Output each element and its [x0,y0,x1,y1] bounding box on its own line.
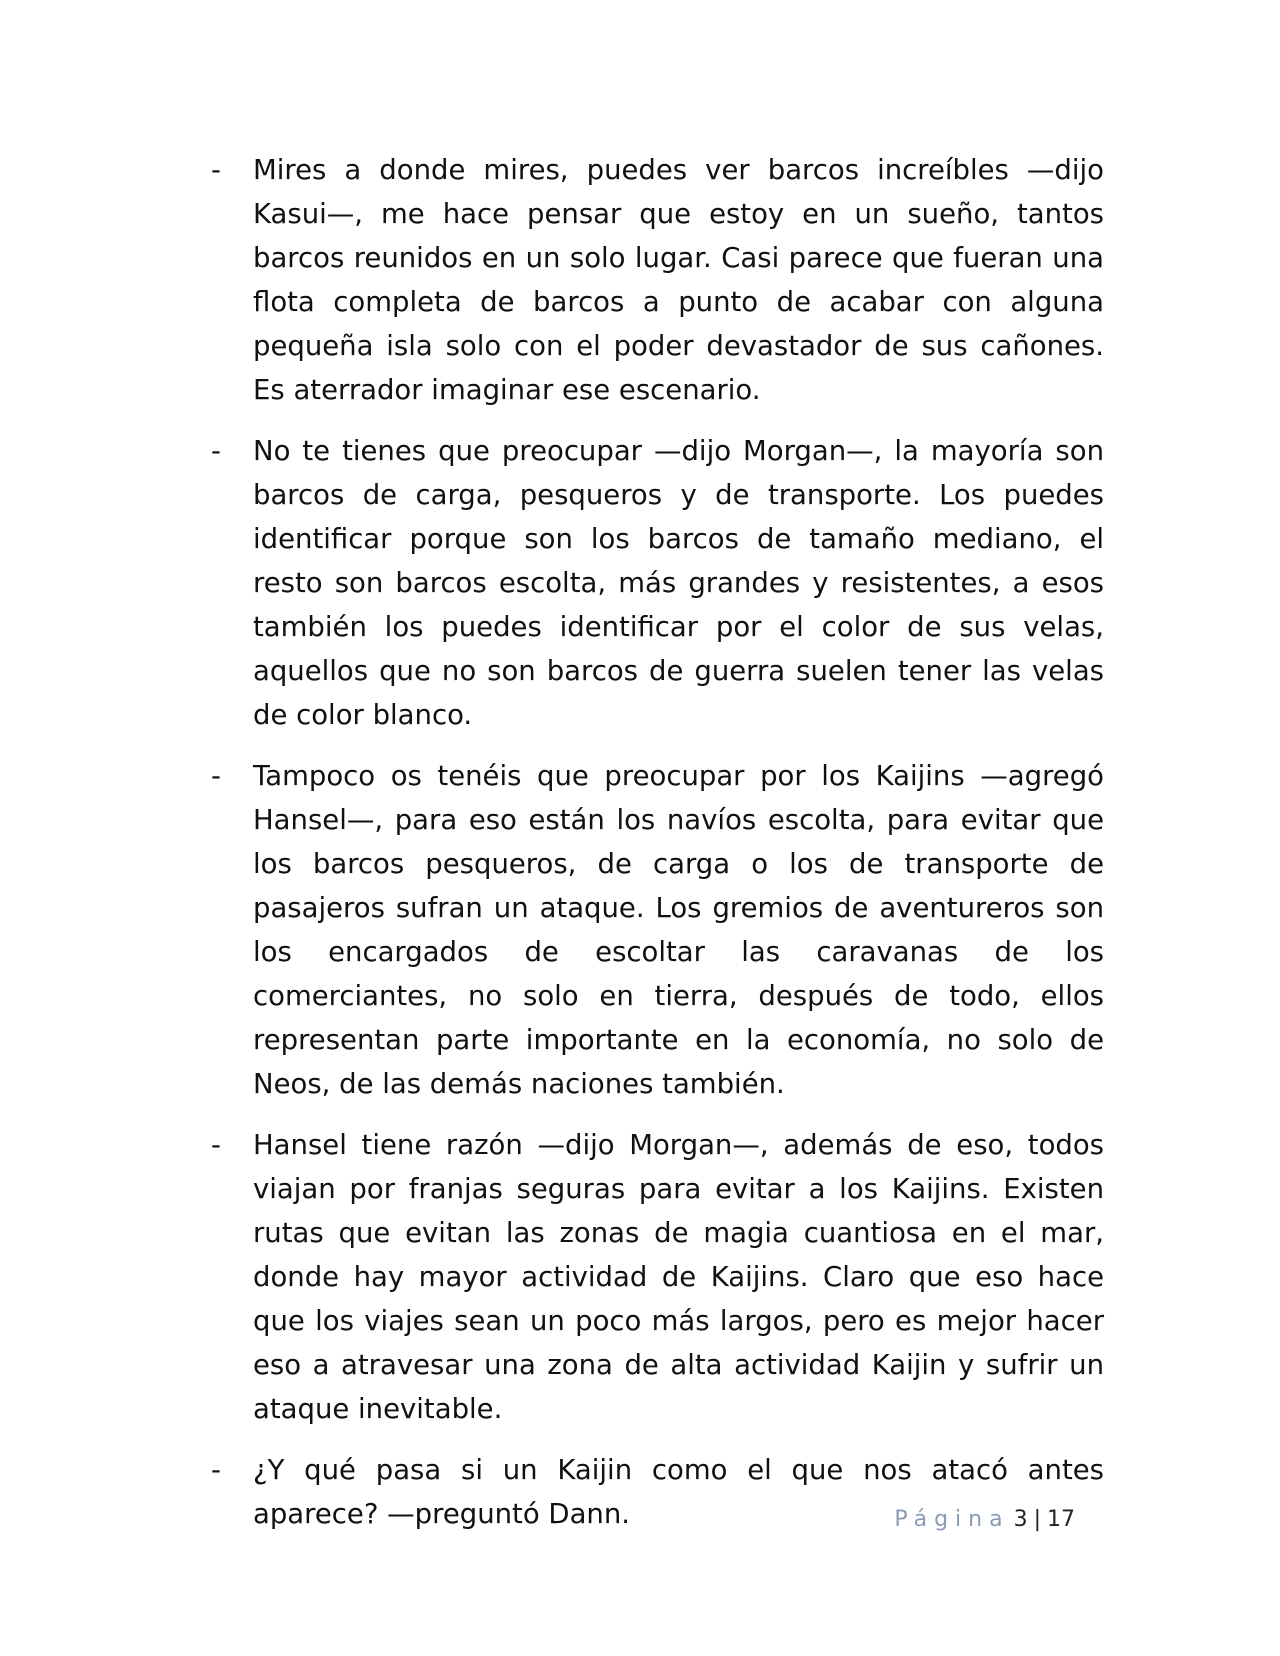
dialogue-paragraph-4 [208,1123,1104,1431]
dialogue-text: Tampoco os tenéis que preocupar por los Kaijins —agregó Hansel—, para eso están los navíos escolta, para evitar que los barcos pesqueros, de carga o los de transporte de pasajeros sufran un ataque. Los gremios de aventureros son los encargados de escoltar las caravanas de los comerciantes, no solo en tierra, después de todo, ellos representan parte importante en la economía, no solo de Neos, de las demás naciones también. [253,760,1104,1100]
dialogue-dash: - [211,1454,221,1486]
dialogue-paragraph-2 [208,429,1104,737]
document-body [208,148,1104,1553]
dialogue-text: No te tienes que preocupar —dijo Morgan—, la mayoría son barcos de carga, pesqueros y de transporte. Los puedes identificar porque son los barcos de tamaño mediano, el resto son barcos escolta, más grandes y resistentes, a esos también los puedes identificar por el color de sus velas, aquellos que no son barcos de guerra suelen tener las velas de color blanco. [253,435,1104,731]
dialogue-dash: - [211,760,221,792]
dialogue-text: Mires a donde mires, puedes ver barcos increíbles —dijo Kasui—, me hace pensar que estoy en un sueño, tantos barcos reunidos en un solo lugar. Casi parece que fueran una flota completa de barcos a punto de acabar con alguna pequeña isla solo con el poder devastador de sus cañones. Es aterrador imaginar ese escenario. [253,154,1104,406]
dialogue-paragraph-3 [208,754,1104,1106]
page-footer [894,1505,1075,1535]
page-total: 17 [1047,1507,1075,1532]
dialogue-dash: - [211,1129,221,1161]
dialogue-dash: - [211,435,221,467]
page-number: 3 [1013,1507,1028,1532]
dialogue-text: ¿Y qué pasa si un Kaijin como el que nos atacó antes aparece? —preguntó Dann. [253,1454,1104,1530]
dialogue-dash: - [211,154,221,186]
page-label: Página [894,1507,1010,1532]
dialogue-text: Hansel tiene razón —dijo Morgan—, además de eso, todos viajan por franjas seguras para evitar a los Kaijins. Existen rutas que evitan las zonas de magia cuantiosa en el mar, donde hay mayor actividad de Kaijins. Claro que eso hace que los viajes sean un poco más largos, pero es mejor hacer eso a atravesar una zona de alta actividad Kaijin y sufrir un ataque inevitable. [253,1129,1104,1425]
page-separator: | [1033,1507,1041,1532]
dialogue-paragraph-1 [208,148,1104,412]
